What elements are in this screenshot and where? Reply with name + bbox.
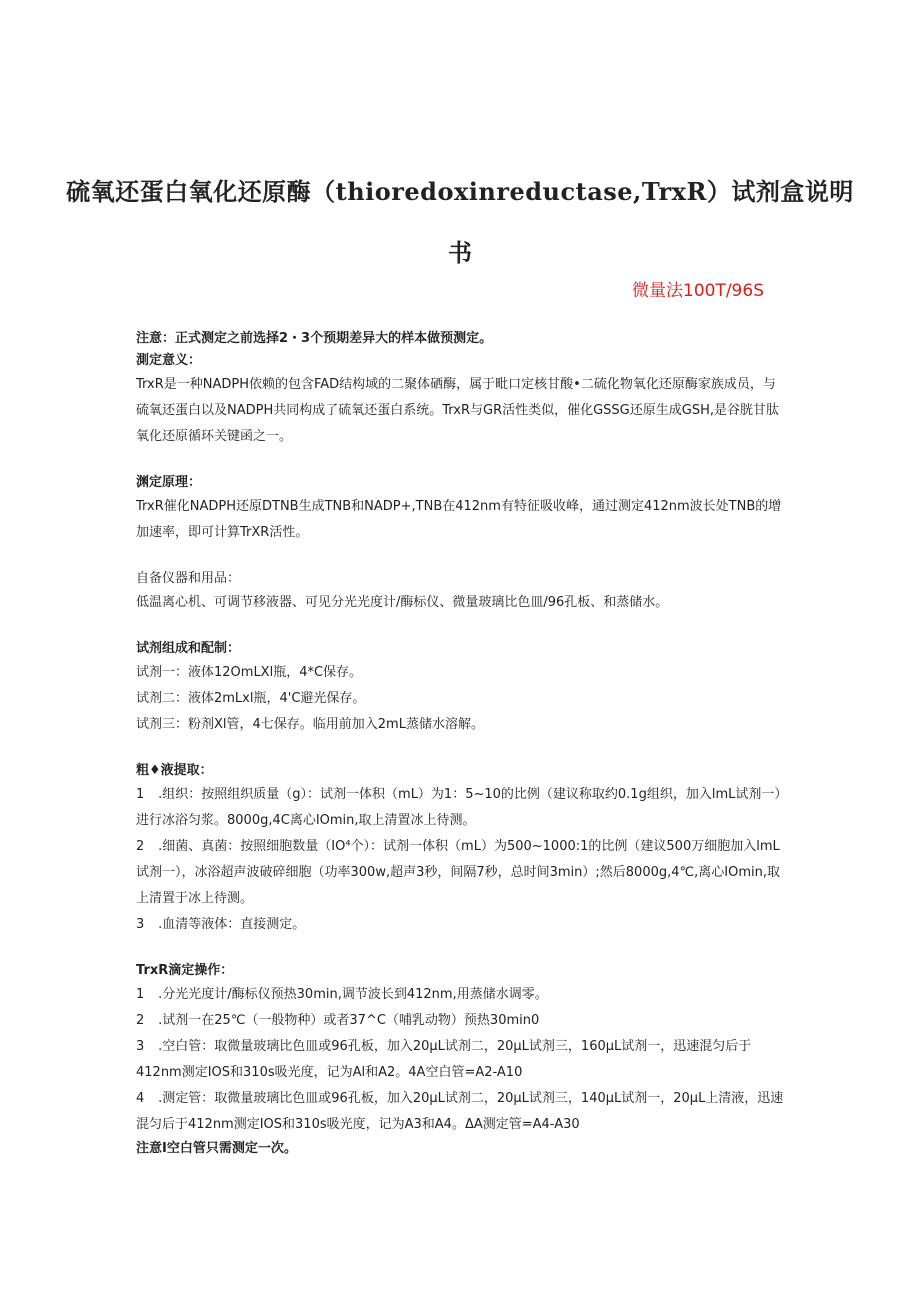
- operation-item: [136, 1086, 786, 1138]
- extraction-item: [136, 912, 786, 938]
- item-number: 2: [136, 1013, 145, 1028]
- extraction-heading: 粗♦液提取：: [136, 763, 213, 778]
- item-text: .空白管：取微量玻璃比色皿或96孔板，加入20μL试剂二，20μL试剂三，160μL试剂一，迅速混匀后于412nm测定IOS和310s吸光度，记为Al和A2。4A空白管=A2-A10: [136, 1039, 752, 1080]
- extraction-item: [136, 834, 786, 912]
- item-number: 4: [136, 1091, 145, 1106]
- operation-item: [136, 1008, 786, 1034]
- method-label: 微量法100T/96S: [632, 281, 764, 301]
- item-number: 1: [136, 987, 145, 1002]
- significance-text: TrxR是一种NADPH依赖的包含FAD结构域的二聚体硒酶，属于毗口定核甘酸•二硫化物氧化还原酶家族成员，与硫氧还蛋白以及NADPH共同构成了硫氧还蛋白系统。TrxR与GR活性类似，催化GSSG还原生成GSH,是谷胱甘肽氧化还原循环关键函之一。: [136, 377, 779, 444]
- item-number: 3: [136, 1039, 145, 1054]
- precaution-note: 注意：正式测定之前选择2・3个预期差异大的样本做预测定。: [136, 331, 493, 346]
- principle-text: TrxR催化NADPH还原DTNB生成TNB和NADP+,TNB在412nm有特征吸收峰，通过测定412nm波长处TNB的增加速率，即可计算TrXR活性。: [136, 499, 782, 540]
- item-text: .试剂一在25℃（一般物种）或者37^C（哺乳动物）预热30min0: [158, 1013, 540, 1028]
- item-text: .测定管：取微量玻璃比色皿或96孔板，加入20μL试剂二，20μL试剂三，140μL试剂一，20μL上清液，迅速混匀后于412nm测定IOS和310s吸光度，记为A3和A4。ΔA测定管=A4-A30: [136, 1091, 784, 1132]
- document-title: 硫氧还蛋白氧化还原酶（thioredoxinreductase,TrxR）试剂盒说明: [66, 177, 854, 206]
- significance-heading: 測定意义：: [136, 353, 202, 368]
- operation-item: [136, 1034, 786, 1086]
- reagents-heading: 试剂组成和配制：: [136, 641, 241, 656]
- item-text: .组织：按照组织质量（g）：试剂一体积（mL）为1：5~10的比例（建议称取约0.1g组织，加入lmL试剂一）进行冰浴匀浆。8000g,4C离心IOmin,取上清置冰上待测。: [136, 787, 781, 828]
- document-title-continued: 书: [448, 238, 472, 267]
- operation-item: [136, 982, 786, 1008]
- operation-note: 注意I空白管只需测定一次。: [136, 1141, 297, 1156]
- item-number: 2: [136, 839, 145, 854]
- item-text: .细菌、真菌：按照细胞数量（IO⁴个）：试剂一体积（mL）为500~1000:1的比例（建议500万细胞加入lmL试剂一），冰浴超声波破碎细胞（功率300w,超声3秒，间隔7秒，总时间3min）;然后8000g,4℃,离心IOmin,取上清置于冰上待测。: [136, 839, 780, 906]
- document-body: [136, 328, 786, 1160]
- reagent-item: 试剂二：液体2mLxl瓶，4'C避光保存。: [136, 691, 366, 706]
- item-text: .血清等液体：直接测定。: [158, 917, 306, 932]
- operation-heading: TrxR滴定操作：: [136, 963, 234, 978]
- item-text: .分光光度计/酶标仪预热30min,调节波长到412nm,用蒸储水调零。: [158, 987, 548, 1002]
- extraction-item: [136, 782, 786, 834]
- reagent-item: 试剂三：粉剂Xl管，4七保存。临用前加入2mL蒸储水溶解。: [136, 717, 484, 732]
- item-number: 3: [136, 917, 145, 932]
- instruments-heading: 自备仪器和用品：: [136, 571, 241, 586]
- principle-heading: 渊定原理：: [136, 475, 202, 490]
- instruments-text: 低温离心机、可调节移液器、可见分光光度计/酶标仪、微量玻璃比色皿/96孔板、和蒸储水。: [136, 595, 669, 610]
- item-number: 1: [136, 787, 145, 802]
- reagent-item: 试剂一：液体12OmLXl瓶，4*C保存。: [136, 665, 363, 680]
